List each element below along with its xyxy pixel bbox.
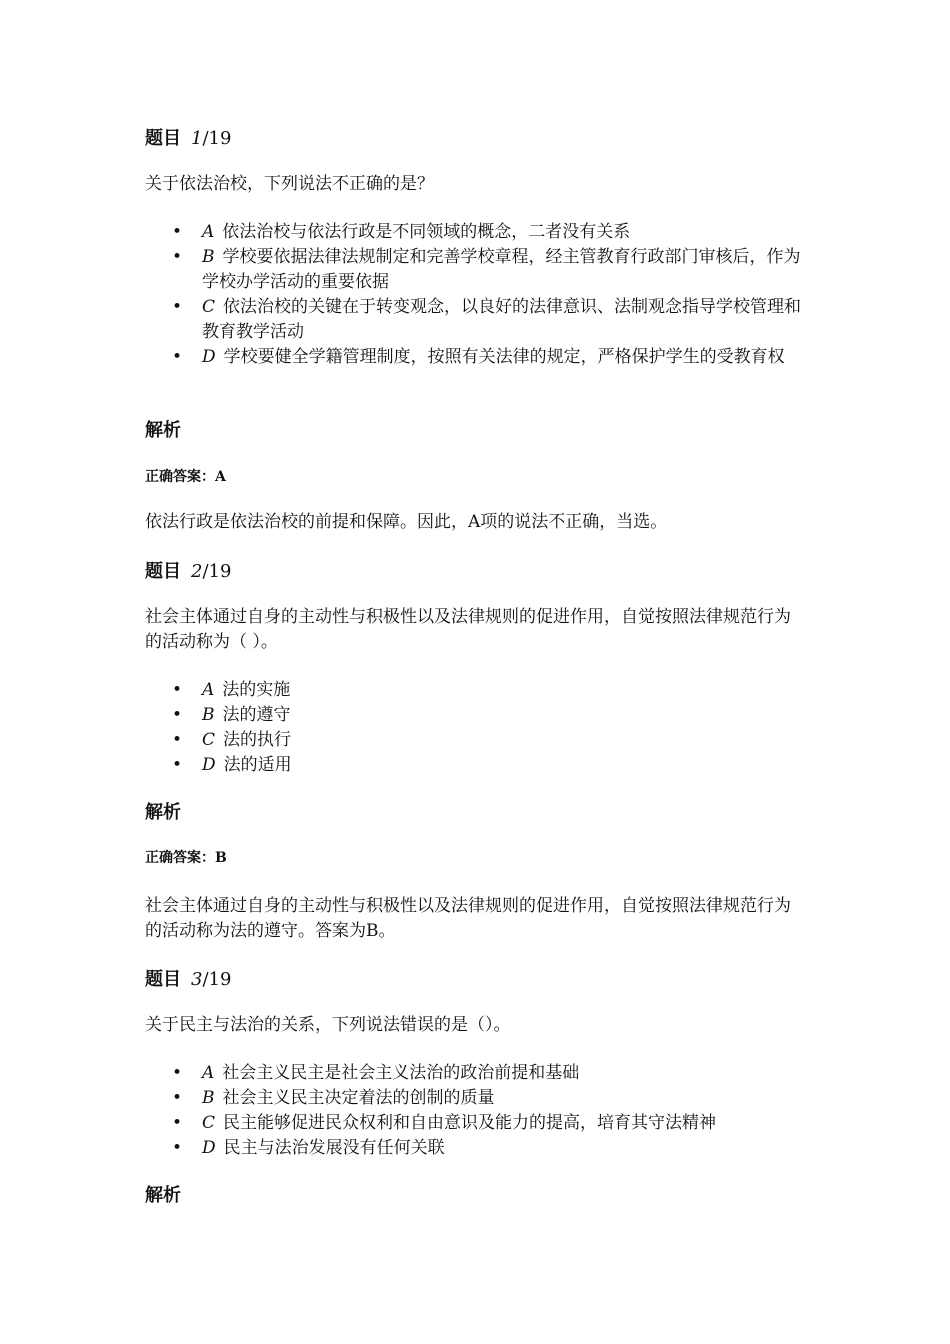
bullet-icon: • [172,730,183,750]
question-3-title [145,967,805,993]
bullet-icon: • [172,1113,183,1133]
question-1-text: 关于依法治校，下列说法不正确的是？ [145,174,434,194]
explanation-2: 社会主体通过自身的主动性与积极性以及法律规则的促进作用，自觉按照法律规范行为的活动称为法的遵守。答案为B。 [145,896,791,941]
question-2-text: 社会主体通过自身的主动性与积极性以及法律规则的促进作用，自觉按照法律规范行为的活动称为（ ）。 [145,607,791,652]
option-a: • A 法的实施 [145,678,805,703]
question-number: 1 [191,128,203,149]
question-total: /19 [202,561,232,582]
option-c: • C 依法治校的关键在于转变观念，以良好的法律意识、法制观念指导学校管理和教育教学活动 [172,297,802,342]
option-c: • C 法的执行 [145,728,805,753]
question-label: 题目 [145,128,181,149]
bullet-icon: • [172,1063,183,1083]
analysis-heading-3: 解析 [145,1185,181,1206]
bullet-icon: • [172,247,183,267]
question-total: /19 [202,969,232,990]
question-label: 题目 [145,561,181,582]
option-d: • D 民主与法治发展没有任何关联 [145,1136,805,1161]
question-3-options [145,1061,805,1161]
question-label: 题目 [145,969,181,990]
question-1-title [145,126,805,152]
bullet-icon: • [172,680,183,700]
option-a: • A 依法治校与依法行政是不同领域的概念，二者没有关系 [145,220,805,245]
question-number: 3 [191,969,203,990]
analysis-heading-1: 解析 [145,420,181,441]
option-d: • D 学校要健全学籍管理制度，按照有关法律的规定，严格保护学生的受教育权 [145,345,805,370]
bullet-icon: • [172,705,183,725]
question-2-title [145,559,805,585]
bullet-icon: • [172,755,183,775]
option-a: • A 社会主义民主是社会主义法治的政治前提和基础 [145,1061,805,1086]
option-b: • B 法的遵守 [145,703,805,728]
question-total: /19 [202,128,232,149]
question-2-options [145,678,805,778]
correct-answer-1: 正确答案：A [145,469,226,485]
question-number: 2 [191,561,203,582]
analysis-heading-2: 解析 [145,802,181,823]
bullet-icon: • [172,297,183,317]
question-1-options [145,220,805,370]
explanation-1: 依法行政是依法治校的前提和保障。因此，A项的说法不正确，当选。 [145,512,668,532]
option-d: • D 法的适用 [145,753,805,778]
bullet-icon: • [172,222,183,242]
option-c: • C 民主能够促进民众权利和自由意识及能力的提高，培育其守法精神 [145,1111,805,1136]
correct-answer-2: 正确答案：B [145,850,227,866]
bullet-icon: • [172,1138,183,1158]
option-b: • B 学校要依据法律法规制定和完善学校章程，经主管教育行政部门审核后，作为学校办学活动的重要依据 [172,247,801,292]
question-3-text: 关于民主与法治的关系，下列说法错误的是（）。 [145,1015,511,1035]
bullet-icon: • [172,347,183,367]
bullet-icon: • [172,1088,183,1108]
option-b: • B 社会主义民主决定着法的创制的质量 [145,1086,805,1111]
